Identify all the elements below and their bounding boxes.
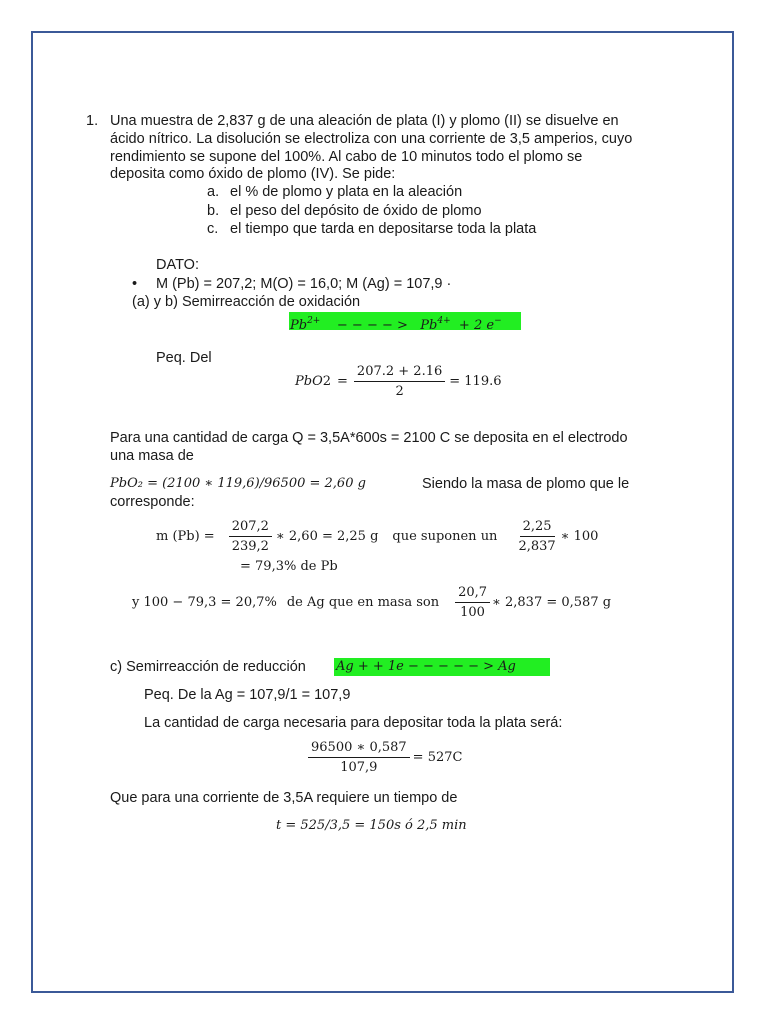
item-c-text: el tiempo que tarda en depositarse toda la plata [230, 221, 537, 237]
charge-line-1: Para una cantidad de carga Q = 3,5A*600s = 2100 C se deposita en el electrodo [110, 430, 628, 446]
item-a-text: el % de plomo y plata en la aleación [230, 184, 463, 200]
pct-denominator: 2,837 [518, 539, 556, 554]
eq-pb-left: Pb [290, 318, 308, 333]
pbo2-equals: = [337, 374, 348, 389]
oxidation-equation [289, 312, 521, 333]
mass-equation: PbO₂ = (2100 ∗ 119,6)/96500 = 2,60 g [110, 476, 366, 491]
q-fraction [308, 740, 410, 775]
part-c-heading: c) Semirreacción de reducción [110, 659, 306, 675]
peq-ag: Peq. De la Ag = 107,9/1 = 107,9 [144, 687, 351, 703]
ag-numerator: 20,7 [455, 585, 490, 603]
item-b-marker: b. [207, 203, 220, 219]
peq-label: Peq. Del [156, 350, 212, 366]
mpb-denominator: 239,2 [231, 539, 269, 554]
eq-pb-right: Pb [420, 318, 438, 333]
charge-line-2: una masa de [110, 448, 194, 464]
eq-arrow: − − − − > [336, 318, 408, 333]
eq-electron-charge: − [494, 316, 502, 326]
ag-denominator: 100 [460, 605, 485, 620]
pct-numerator: 2,25 [520, 519, 555, 537]
pct-result: ∗ 100 [560, 529, 599, 544]
ag-text: de Ag que en masa son [286, 595, 440, 610]
lead-mass-equation [156, 519, 598, 554]
mpb-result: ∗ 2,60 = 2,25 g [275, 529, 379, 544]
mpb-numerator: 207,2 [229, 519, 272, 537]
mpb-lhs: m (Pb) = [156, 529, 215, 544]
problem-line-2: ácido nítrico. La disolución se electroliza con una corriente de 3,5 amperios, cuyo [110, 131, 633, 147]
charge-needed-text: La cantidad de carga necesaria para depositar toda la plata será: [144, 715, 563, 731]
time-text: Que para una corriente de 3,5A requiere un tiempo de [110, 790, 458, 806]
pbo2-numerator: 207.2 + 2.16 [354, 364, 445, 382]
eq-pb-right-charge: 4+ [437, 316, 451, 326]
eq-pb-left-charge: 2+ [307, 316, 321, 326]
dato-label: DATO: [156, 257, 199, 273]
problem-number: 1. [86, 113, 99, 129]
pbo2-lhs: PbO [295, 374, 323, 389]
silver-mass-equation [132, 585, 611, 620]
item-a-marker: a. [207, 184, 220, 200]
q-numerator: 96500 ∗ 0,587 [308, 740, 410, 758]
pbo2-equivalent-equation [295, 364, 502, 399]
part-ab-heading: (a) y b) Semirreacción de oxidación [132, 294, 361, 310]
item-c-marker: c. [207, 221, 219, 237]
time-equation: t = 525/3,5 = 150s ó 2,5 min [276, 818, 467, 833]
eq-plus-two: + 2 [458, 318, 483, 333]
mass-text-2: corresponde: [110, 494, 195, 510]
mpb-fraction [229, 519, 272, 554]
charge-equation [308, 740, 462, 775]
pct-fraction [515, 519, 558, 554]
problem-line-3: rendimiento se supone del 100%. Al cabo de 10 minutos todo el plomo se [110, 149, 583, 165]
item-b-text: el peso del depósito de óxido de plomo [230, 203, 482, 219]
reduction-equation: Ag + + 1e − − − − − > Ag [334, 658, 550, 676]
pbo2-fraction [354, 364, 445, 399]
q-result: = 527C [412, 750, 463, 765]
problem-line-4: deposita como óxido de plomo (IV). Se pide: [110, 166, 396, 182]
eq-electron: e [486, 318, 495, 333]
dato-masses: M (Pb) = 207,2; M(O) = 16,0; M (Ag) = 107,9 · [156, 276, 452, 292]
pct-lead-result: = 79,3% de Pb [240, 559, 338, 574]
q-denominator: 107,9 [340, 760, 378, 775]
pbo2-result: = 119.6 [449, 374, 502, 389]
problem-line-1: Una muestra de 2,837 g de una aleación de plata (I) y plomo (II) se disuelve en [110, 113, 619, 129]
dato-bullet: • [132, 276, 138, 292]
mpb-text: que suponen un [392, 529, 498, 544]
ag-fraction [455, 585, 490, 620]
pbo2-denominator: 2 [395, 384, 404, 399]
pbo2-subscript: 2 [322, 374, 332, 389]
mass-text-1: Siendo la masa de plomo que le [422, 476, 630, 492]
ag-result: ∗ 2,837 = 0,587 g [492, 595, 612, 610]
ag-pct: y 100 − 79,3 = 20,7% [132, 595, 277, 610]
